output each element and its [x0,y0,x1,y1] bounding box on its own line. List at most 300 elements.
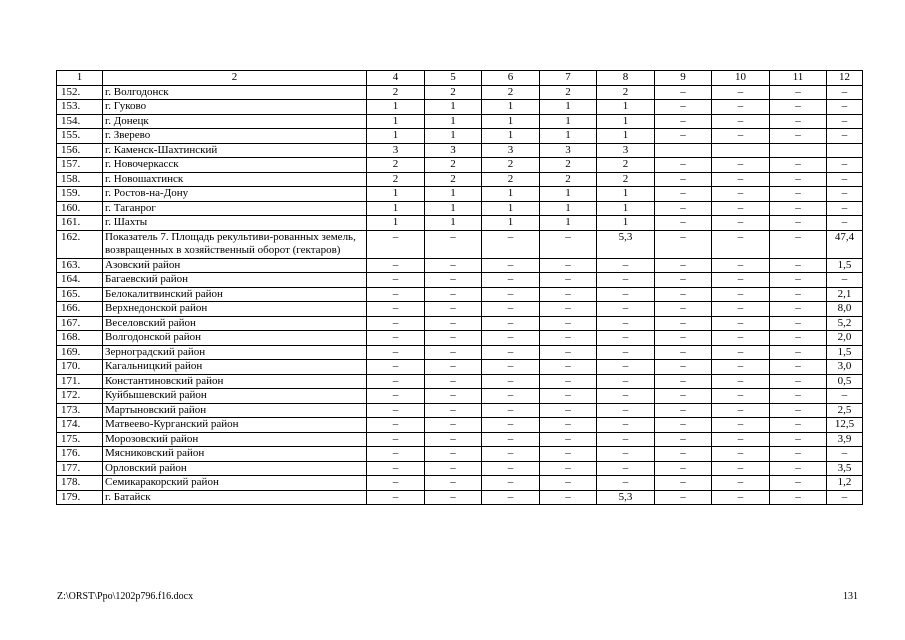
page-number: 131 [843,591,858,602]
cell-value: – [367,374,425,389]
row-name: Азовский район [103,258,367,273]
cell-value: – [482,287,540,302]
cell-value: – [482,476,540,491]
row-number: 169. [57,345,103,360]
cell-value: 1 [540,129,597,144]
cell-value: 3 [597,143,655,158]
cell-value: – [482,374,540,389]
cell-value: – [540,476,597,491]
row-number: 166. [57,302,103,317]
cell-value: – [540,461,597,476]
row-name: г. Новошахтинск [103,172,367,187]
table-row [57,273,863,288]
column-header: 7 [540,71,597,86]
table-row [57,287,863,302]
cell-value: 2 [367,172,425,187]
cell-value: – [482,316,540,331]
cell-value: – [425,287,482,302]
cell-value: – [425,345,482,360]
column-header: 8 [597,71,655,86]
cell-value: – [540,302,597,317]
cell-value: – [712,345,770,360]
table-row [57,316,863,331]
cell-value: – [597,331,655,346]
cell-value: – [655,316,712,331]
row-name: Семикаракорский район [103,476,367,491]
row-name: г. Таганрог [103,201,367,216]
cell-value: – [367,273,425,288]
cell-value: – [712,476,770,491]
cell-value: – [770,172,827,187]
cell-value: – [655,345,712,360]
cell-value: – [367,345,425,360]
cell-value: – [597,389,655,404]
row-number: 156. [57,143,103,158]
cell-value: – [770,201,827,216]
cell-value: 2,0 [827,331,863,346]
cell-value: – [770,258,827,273]
cell-value: 1,2 [827,476,863,491]
row-number: 158. [57,172,103,187]
cell-value: – [655,287,712,302]
cell-value: 1 [482,129,540,144]
cell-value: – [482,389,540,404]
column-header: 6 [482,71,540,86]
row-number: 171. [57,374,103,389]
cell-value: – [712,331,770,346]
row-name: Куйбышевский район [103,389,367,404]
cell-value: – [540,360,597,375]
cell-value: – [827,85,863,100]
cell-value: – [770,114,827,129]
cell-value: – [827,100,863,115]
row-number: 177. [57,461,103,476]
cell-value: – [425,374,482,389]
cell-value: – [597,360,655,375]
cell-value: – [540,316,597,331]
cell-value: 2 [597,172,655,187]
cell-value: – [712,302,770,317]
row-name: г. Шахты [103,216,367,231]
table-row [57,389,863,404]
cell-value: – [827,447,863,462]
cell-value: – [770,302,827,317]
row-number: 167. [57,316,103,331]
cell-value: 3 [367,143,425,158]
cell-value: – [827,389,863,404]
cell-value: 1 [425,216,482,231]
cell-value: – [367,461,425,476]
cell-value: – [482,447,540,462]
row-number: 160. [57,201,103,216]
cell-value: 2,1 [827,287,863,302]
cell-value: – [770,389,827,404]
row-name: Морозовский район [103,432,367,447]
cell-value: – [540,287,597,302]
column-header: 10 [712,71,770,86]
cell-value: – [482,258,540,273]
row-name: г. Гуково [103,100,367,115]
cell-value: 1 [367,216,425,231]
cell-value: 2 [367,158,425,173]
cell-value: – [712,403,770,418]
cell-value: – [425,316,482,331]
column-header: 1 [57,71,103,86]
table-row [57,302,863,317]
cell-value: – [770,230,827,258]
cell-value: 1 [597,100,655,115]
cell-value: – [712,230,770,258]
row-name: Волгодонской район [103,331,367,346]
cell-value: – [770,418,827,433]
row-name: Орловский район [103,461,367,476]
cell-value: – [597,418,655,433]
cell-value: 1 [425,100,482,115]
cell-value: – [655,258,712,273]
cell-value: – [827,187,863,202]
column-header: 4 [367,71,425,86]
cell-value: 3 [482,143,540,158]
cell-value: – [425,331,482,346]
row-number: 168. [57,331,103,346]
cell-value: 1 [540,114,597,129]
cell-value: – [655,302,712,317]
cell-value: 2 [540,85,597,100]
cell-value: 1 [425,187,482,202]
row-name: Матвеево-Курганский район [103,418,367,433]
row-number: 161. [57,216,103,231]
cell-value: 2 [482,172,540,187]
cell-value: – [655,490,712,505]
cell-value: 1 [482,100,540,115]
cell-value: – [712,100,770,115]
row-number: 157. [57,158,103,173]
table-row [57,85,863,100]
table-row [57,100,863,115]
cell-value: – [425,273,482,288]
cell-value: – [597,403,655,418]
cell-value: – [770,273,827,288]
cell-value: – [482,345,540,360]
cell-value: 1 [425,201,482,216]
cell-value: – [770,287,827,302]
cell-value: – [770,100,827,115]
row-name: Верхнедонской район [103,302,367,317]
table-row [57,187,863,202]
cell-value: – [367,230,425,258]
table-row [57,230,863,258]
cell-value: – [597,432,655,447]
cell-value: – [770,432,827,447]
cell-value: – [367,490,425,505]
table-row [57,258,863,273]
column-header: 2 [103,71,367,86]
cell-value: 3,5 [827,461,863,476]
cell-value: 1 [367,187,425,202]
cell-value: – [770,461,827,476]
cell-value: – [655,476,712,491]
column-header: 11 [770,71,827,86]
cell-value: – [425,476,482,491]
cell-value: – [425,490,482,505]
cell-value: – [770,129,827,144]
row-number: 174. [57,418,103,433]
cell-value: 1 [367,100,425,115]
cell-value: – [655,172,712,187]
table-row [57,418,863,433]
row-number: 170. [57,360,103,375]
row-number: 178. [57,476,103,491]
row-name: г. Ростов-на-Дону [103,187,367,202]
row-name: Веселовский район [103,316,367,331]
cell-value: 2 [540,172,597,187]
row-number: 165. [57,287,103,302]
cell-value: – [655,129,712,144]
cell-value: 2 [425,85,482,100]
cell-value: – [367,258,425,273]
cell-value: – [425,389,482,404]
cell-value: – [597,345,655,360]
cell-value: – [655,273,712,288]
row-number: 162. [57,230,103,258]
cell-value: – [712,273,770,288]
cell-value: 1 [597,201,655,216]
cell-value: – [655,100,712,115]
table-row [57,331,863,346]
row-number: 176. [57,447,103,462]
cell-value: – [597,258,655,273]
cell-value: – [482,403,540,418]
cell-value: – [712,201,770,216]
cell-value: – [655,230,712,258]
table-row [57,461,863,476]
cell-value: – [425,302,482,317]
cell-value [827,143,863,158]
cell-value: – [540,258,597,273]
cell-value: 5,2 [827,316,863,331]
cell-value: – [712,287,770,302]
table-row [57,360,863,375]
cell-value: 1 [482,114,540,129]
row-name: Мартыновский район [103,403,367,418]
cell-value: – [712,216,770,231]
cell-value: – [367,287,425,302]
cell-value: – [655,403,712,418]
row-name: г. Зверево [103,129,367,144]
cell-value: – [540,273,597,288]
cell-value: 3 [540,143,597,158]
cell-value: 1 [597,114,655,129]
cell-value: 12,5 [827,418,863,433]
cell-value: – [655,389,712,404]
cell-value: – [770,403,827,418]
cell-value: 1 [482,187,540,202]
row-name: Багаевский район [103,273,367,288]
cell-value: 1 [425,129,482,144]
cell-value: – [540,331,597,346]
cell-value: – [712,129,770,144]
cell-value: – [770,158,827,173]
cell-value: – [482,360,540,375]
cell-value: – [482,432,540,447]
table-row [57,432,863,447]
cell-value: – [827,201,863,216]
row-number: 173. [57,403,103,418]
table-row [57,476,863,491]
cell-value: – [712,461,770,476]
cell-value: – [540,490,597,505]
cell-value: – [540,345,597,360]
cell-value: – [482,230,540,258]
cell-value: 1 [597,216,655,231]
cell-value: 1,5 [827,258,863,273]
cell-value: – [425,461,482,476]
cell-value: – [425,360,482,375]
cell-value: 1 [482,201,540,216]
cell-value: 2 [425,172,482,187]
cell-value: 2 [367,85,425,100]
row-number: 153. [57,100,103,115]
cell-value: – [597,273,655,288]
cell-value: – [597,447,655,462]
cell-value: – [827,490,863,505]
cell-value: – [827,129,863,144]
cell-value: – [425,403,482,418]
row-number: 163. [57,258,103,273]
cell-value: – [655,432,712,447]
cell-value: – [597,287,655,302]
cell-value: – [770,331,827,346]
cell-value: – [712,114,770,129]
row-number: 152. [57,85,103,100]
cell-value: – [367,447,425,462]
cell-value: – [655,360,712,375]
table-row [57,129,863,144]
cell-value: – [712,158,770,173]
cell-value: – [540,418,597,433]
cell-value: 5,3 [597,230,655,258]
cell-value: – [655,85,712,100]
cell-value: 2 [482,85,540,100]
row-number: 155. [57,129,103,144]
cell-value: 1 [597,129,655,144]
cell-value [712,143,770,158]
row-name: Показатель 7. Площадь рекультиви-рованных земель, возвращенных в хозяйственный оборот (гектаров) [103,230,367,258]
cell-value: – [655,374,712,389]
table-row [57,216,863,231]
cell-value: 2 [540,158,597,173]
cell-value: – [482,490,540,505]
cell-value: – [367,432,425,447]
row-name: г. Новочеркасск [103,158,367,173]
row-number: 179. [57,490,103,505]
cell-value: – [540,374,597,389]
row-name: г. Донецк [103,114,367,129]
cell-value: 8,0 [827,302,863,317]
cell-value: – [597,316,655,331]
cell-value: 2 [482,158,540,173]
cell-value: – [770,345,827,360]
cell-value: – [425,418,482,433]
cell-value: – [367,389,425,404]
cell-value: – [655,114,712,129]
table-row [57,172,863,187]
cell-value: – [597,302,655,317]
cell-value: – [425,230,482,258]
cell-value: 1 [367,114,425,129]
cell-value: 5,3 [597,490,655,505]
cell-value: – [712,172,770,187]
cell-value: – [482,302,540,317]
table-row [57,403,863,418]
column-header: 9 [655,71,712,86]
cell-value: 1 [597,187,655,202]
cell-value: 2 [425,158,482,173]
cell-value: – [367,418,425,433]
table-row [57,158,863,173]
data-table [56,70,863,505]
cell-value: – [712,389,770,404]
row-number: 172. [57,389,103,404]
cell-value: – [367,302,425,317]
column-header: 5 [425,71,482,86]
cell-value: – [712,258,770,273]
cell-value: – [655,158,712,173]
column-number-row [57,71,863,86]
table-row [57,143,863,158]
cell-value: – [425,258,482,273]
table-row [57,114,863,129]
cell-value: – [540,389,597,404]
cell-value: – [770,360,827,375]
cell-value: – [770,187,827,202]
cell-value: 2 [597,85,655,100]
cell-value: – [770,490,827,505]
cell-value: – [712,447,770,462]
cell-value: – [655,418,712,433]
cell-value: – [655,447,712,462]
cell-value: – [482,461,540,476]
cell-value: – [425,432,482,447]
cell-value: 0,5 [827,374,863,389]
cell-value: – [770,374,827,389]
cell-value: – [367,476,425,491]
cell-value: – [712,418,770,433]
cell-value: – [367,403,425,418]
cell-value: – [712,360,770,375]
table-row [57,374,863,389]
cell-value: – [540,230,597,258]
cell-value: – [712,85,770,100]
cell-value: – [712,187,770,202]
cell-value: – [597,374,655,389]
cell-value: – [425,447,482,462]
table-row [57,447,863,462]
cell-value: – [712,432,770,447]
cell-value: – [367,360,425,375]
cell-value: – [712,374,770,389]
row-name: Мясниковский район [103,447,367,462]
cell-value: – [827,114,863,129]
cell-value: – [367,331,425,346]
cell-value: 2 [597,158,655,173]
row-number: 164. [57,273,103,288]
cell-value: 1 [425,114,482,129]
cell-value: – [482,331,540,346]
row-name: Зерноградский район [103,345,367,360]
cell-value: 1 [540,100,597,115]
cell-value: 1,5 [827,345,863,360]
